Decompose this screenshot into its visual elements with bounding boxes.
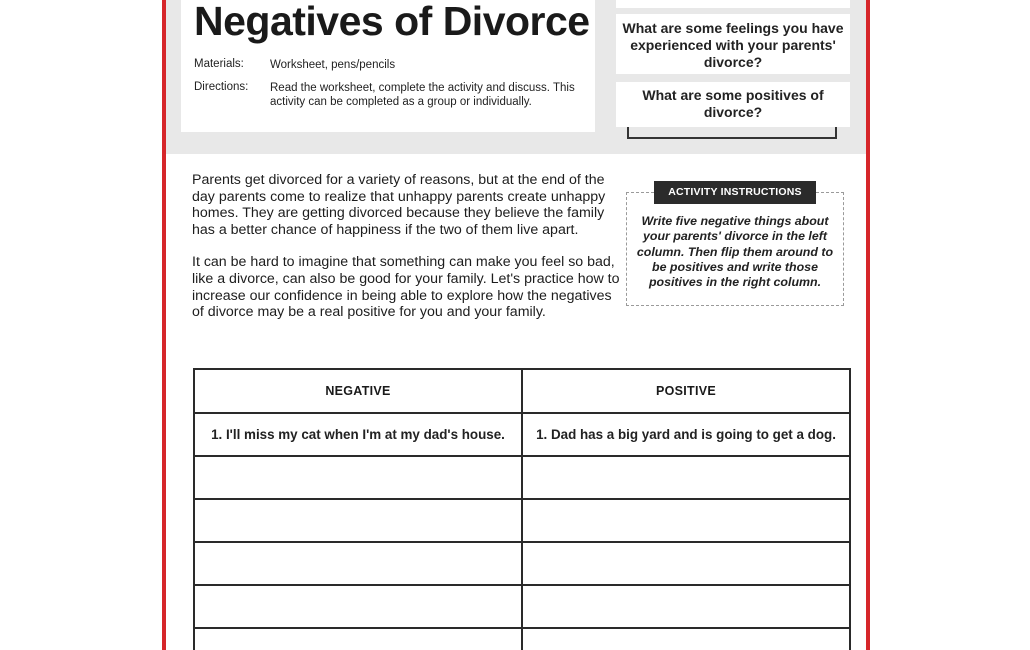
- question-bracket: [627, 127, 837, 139]
- positive-cell[interactable]: [522, 456, 850, 499]
- directions-value: Read the worksheet, complete the activity and discuss. This activity can be completed as a group or individually.: [270, 82, 575, 108]
- negative-cell[interactable]: [194, 585, 522, 628]
- instructions-tag: ACTIVITY INSTRUCTIONS: [654, 181, 816, 204]
- negative-positive-table: [193, 368, 851, 650]
- table-row: [194, 628, 850, 650]
- positive-cell[interactable]: [522, 499, 850, 542]
- positive-cell[interactable]: [522, 542, 850, 585]
- header-positive: POSITIVE: [522, 369, 850, 413]
- positive-cell[interactable]: [522, 585, 850, 628]
- negative-cell[interactable]: [194, 456, 522, 499]
- intro-paragraph-2: It can be hard to imagine that something can make you feel so bad, like a divorce, can also be good for your family. Let's practice how to increase our confidence in being able to explore how the negatives of divorce may be a real positive for you and your family.: [192, 254, 620, 321]
- worksheet-title: Negatives of Divorce: [194, 0, 590, 44]
- negative-cell[interactable]: [194, 499, 522, 542]
- table-row: [194, 542, 850, 585]
- instructions-text: Write five negative things about your parents' divorce in the left column. Then flip them around to be positives and write those positives in the right column.: [636, 214, 834, 290]
- table-row: [194, 456, 850, 499]
- question-card-feelings: What are some feelings you have experienced with your parents' divorce?: [616, 14, 850, 74]
- title-card: [181, 0, 595, 132]
- table-row: [194, 499, 850, 542]
- worksheet-page: [162, 0, 870, 650]
- positive-cell[interactable]: 1. Dad has a big yard and is going to get a dog.: [522, 413, 850, 456]
- negative-cell[interactable]: [194, 628, 522, 650]
- question-card-partial: [616, 0, 850, 8]
- materials-label: Materials:: [194, 58, 244, 70]
- table-row: [194, 413, 850, 456]
- directions-label: Directions:: [194, 81, 249, 93]
- negative-cell[interactable]: 1. I'll miss my cat when I'm at my dad's house.: [194, 413, 522, 456]
- table-header-row: [194, 369, 850, 413]
- positive-cell[interactable]: [522, 628, 850, 650]
- intro-text: [192, 172, 624, 337]
- header-negative: NEGATIVE: [194, 369, 522, 413]
- materials-value: Worksheet, pens/pencils: [270, 59, 396, 71]
- table-row: [194, 585, 850, 628]
- negative-cell[interactable]: [194, 542, 522, 585]
- question-card-positives: What are some positives of divorce?: [616, 82, 850, 127]
- intro-paragraph-1: Parents get divorced for a variety of reasons, but at the end of the day parents come to realize that unhappy parents create unhappy homes. They are getting divorced because they believe the family has a better chance of happiness if the two of them live apart.: [192, 172, 606, 238]
